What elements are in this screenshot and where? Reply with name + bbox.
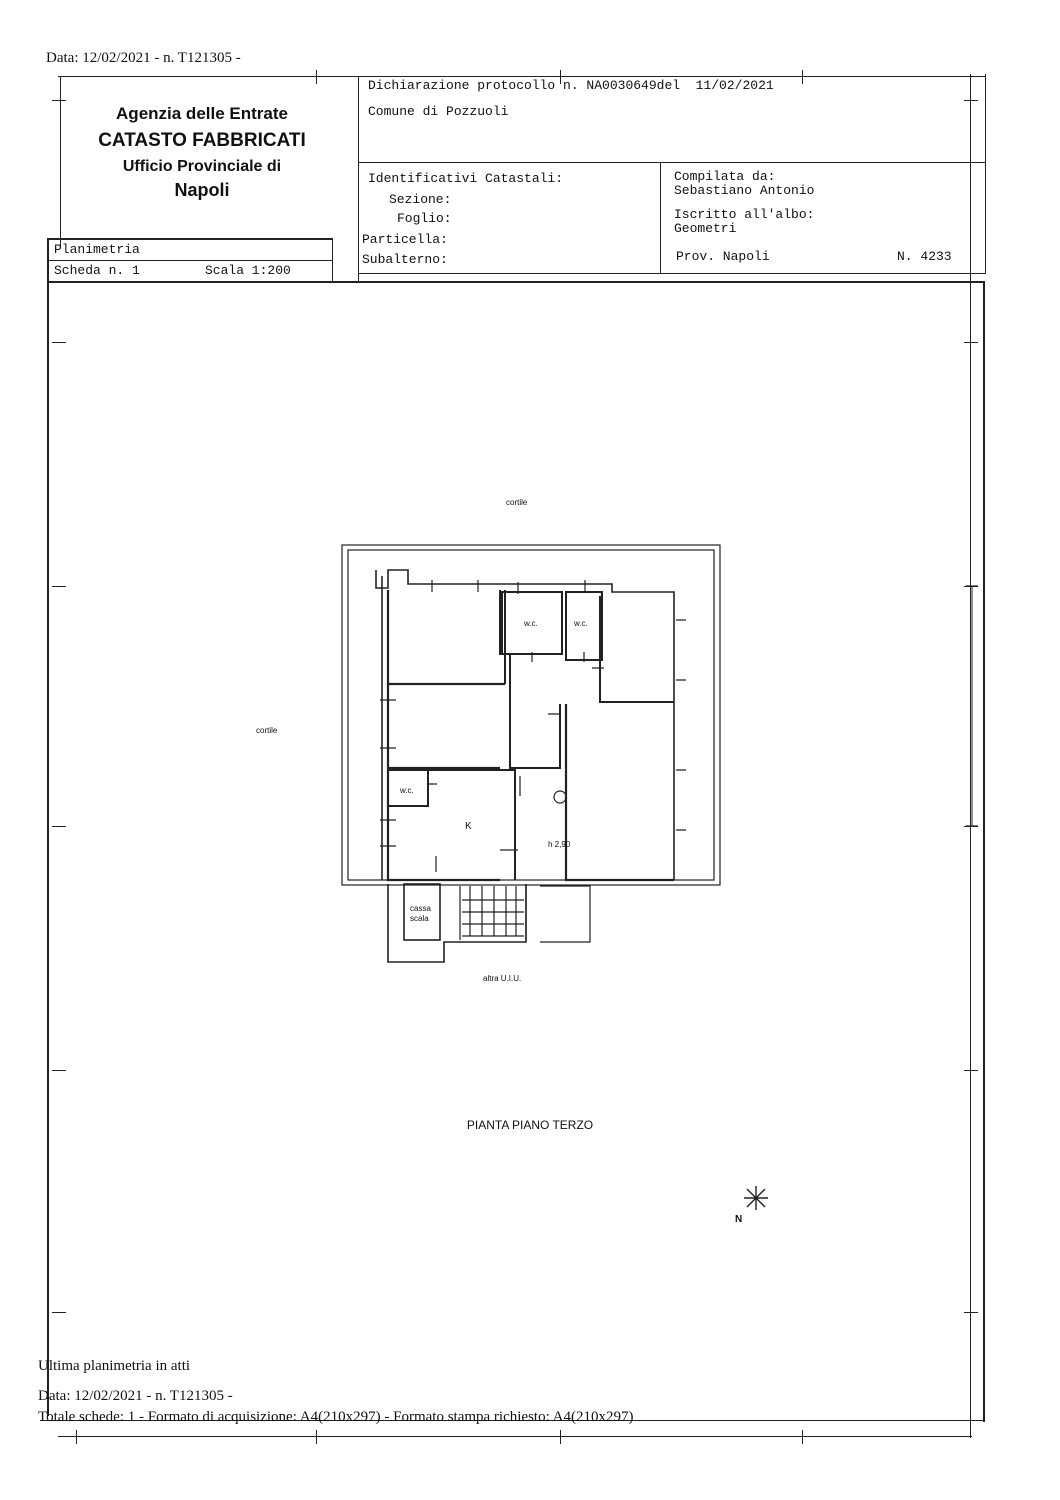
top-date: Data: 12/02/2021 - n. T121305 - <box>46 50 241 66</box>
other-unit-label: altra U.I.U. <box>483 974 522 983</box>
footer-notes <box>38 1356 634 1428</box>
stair-label-1: cassa <box>410 904 431 913</box>
planimetria-label: Planimetria <box>54 242 140 257</box>
courtyard-label-top: cortile <box>506 498 528 507</box>
albo-label: Iscritto all'albo: <box>674 207 815 222</box>
scala-label: Scala 1:200 <box>205 263 291 278</box>
prov-label: Prov. Napoli <box>676 249 770 264</box>
agency-name: Agenzia delle Entrate <box>116 104 288 123</box>
comune: Comune di Pozzuoli <box>368 104 509 119</box>
albo-number: N. 4233 <box>897 249 952 264</box>
foglio-label: Foglio: <box>397 211 452 226</box>
particella-label: Particella: <box>362 232 448 247</box>
courtyard-label-left: cortile <box>256 726 278 735</box>
ceiling-height-label: h 2,90 <box>548 840 571 849</box>
compilata-name: Sebastiano Antonio <box>674 183 815 198</box>
plan-title: PIANTA PIANO TERZO <box>466 1118 594 1132</box>
identificativi-title: Identificativi Catastali: <box>368 171 564 186</box>
compilata-label: Compilata da: <box>674 169 776 184</box>
declaration: Dichiarazione protocollo n. NA0030649del 11/02/2021 <box>368 78 774 93</box>
subalterno-label: Subalterno: <box>362 252 448 267</box>
office-label: Ufficio Provinciale di <box>122 158 282 175</box>
catasto-title: CATASTO FABBRICATI <box>98 130 306 151</box>
north-label: N <box>735 1214 743 1225</box>
footer-line-1: Ultima planimetria in atti <box>38 1358 191 1374</box>
wc-label-1: w.c. <box>524 619 538 628</box>
scheda-label: Scheda n. 1 <box>54 263 140 278</box>
wc-label-3: w.c. <box>400 786 414 795</box>
sezione-label: Sezione: <box>389 192 452 207</box>
kitchen-label: K <box>465 821 472 832</box>
footer-line-3: Totale schede: 1 - Formato di acquisizione: A4(210x297) - Formato stampa richiesto: A4(210x297) <box>38 1409 634 1425</box>
stair-label-2: scala <box>410 914 429 923</box>
wc-label-2: w.c. <box>574 619 588 628</box>
albo-value: Geometri <box>674 221 737 236</box>
office-city: Napoli <box>174 180 230 200</box>
footer-line-2: Data: 12/02/2021 - n. T121305 - <box>38 1388 233 1404</box>
